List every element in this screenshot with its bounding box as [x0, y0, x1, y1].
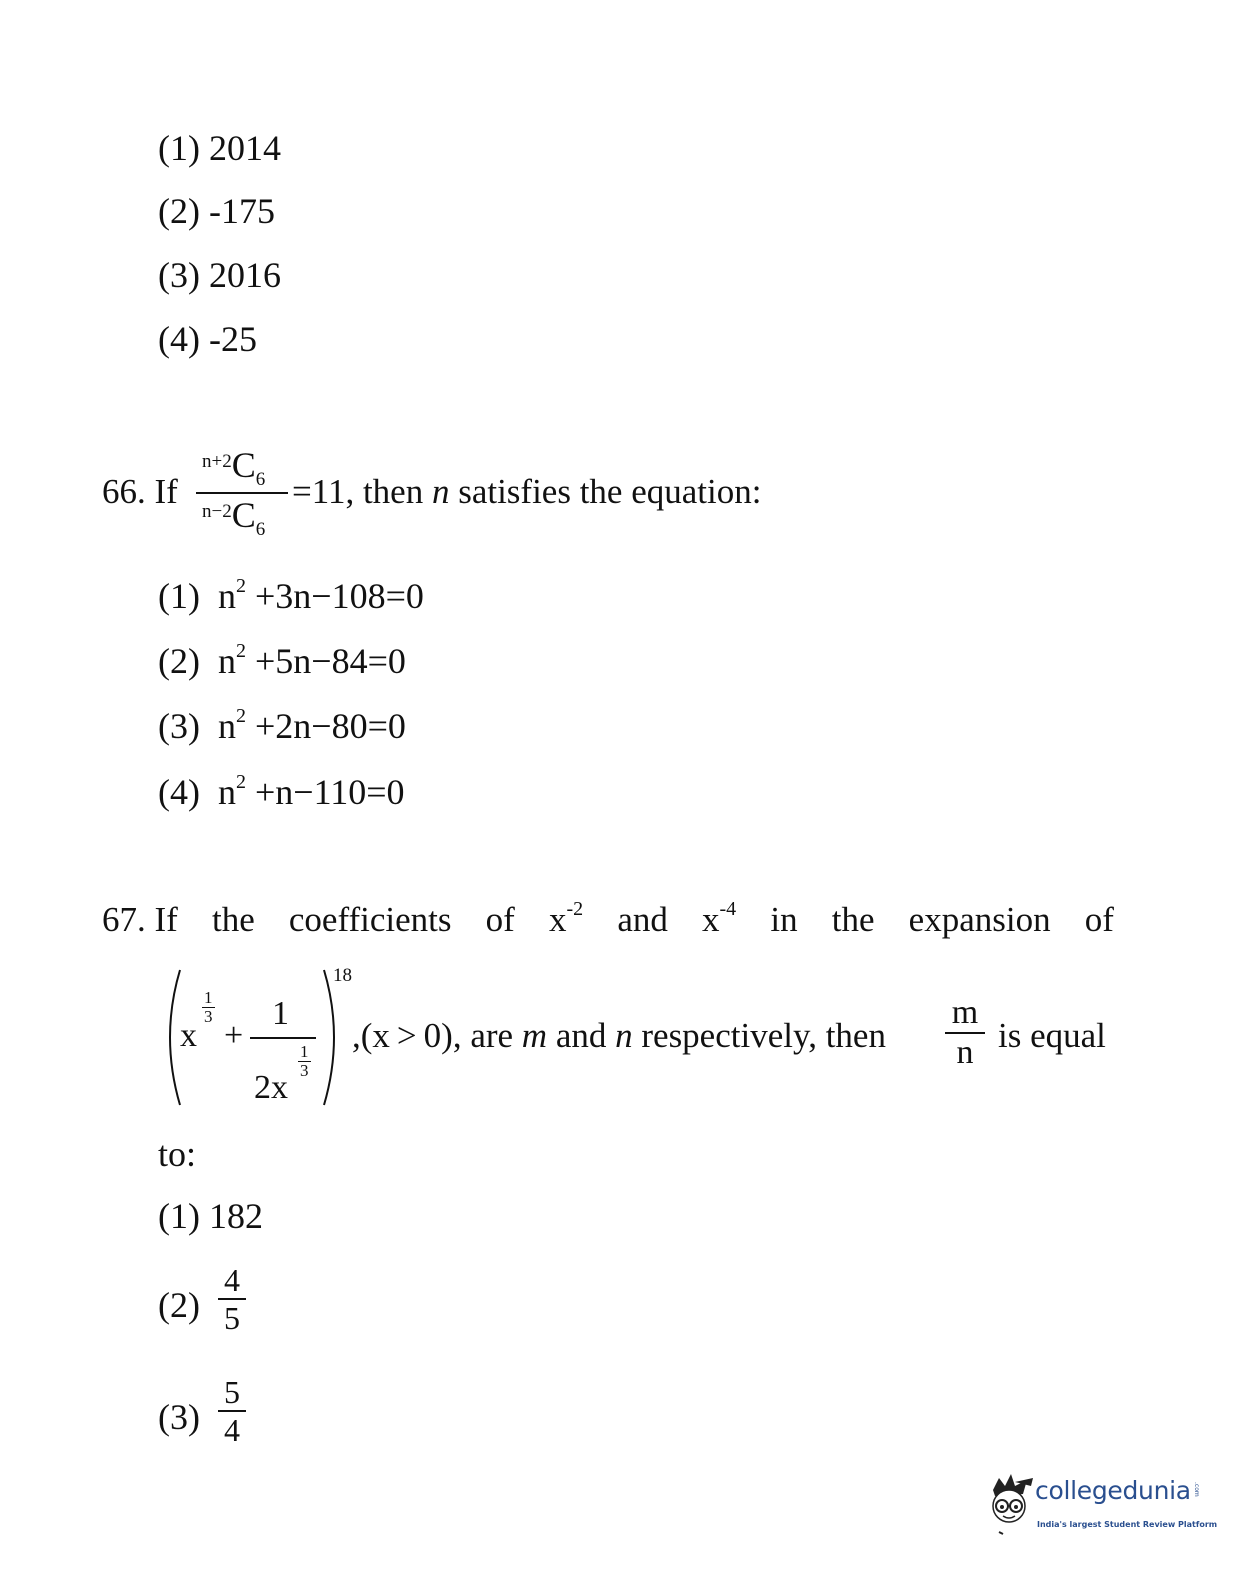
q67-line1: 67. If the coefficients of $x^{-2}$ and $x^{-4}$ in the expansion of: [102, 898, 1114, 939]
prev-option-4: (4) -25: [158, 319, 257, 359]
q66-label: 66. If: [102, 472, 178, 511]
q66-statement: =11, then n satisfies the equation:: [292, 472, 762, 511]
expr-frac-num: 1: [272, 995, 289, 1032]
q67-option-2-label: (2): [158, 1285, 200, 1325]
expr-power: 18: [333, 965, 352, 986]
prev-option-1: (1) 2014: [158, 128, 281, 168]
expr-x-with-exponent: x: [180, 1017, 197, 1054]
q67-option-1: (1) 182: [158, 1196, 263, 1236]
expr-plus: +: [224, 1017, 244, 1054]
expr-frac-den: 2x: [254, 1069, 288, 1106]
expr-frac-den-exp: 1 3: [300, 1042, 309, 1080]
q67-option-3-label: (3): [158, 1397, 200, 1437]
q66-fraction: [196, 444, 286, 544]
q66-option-3: (3) $n^2 +2n-80=0$: [158, 705, 406, 746]
collegedunia-logo: [985, 1472, 1220, 1552]
q67-option-2-frac: 4 5: [218, 1262, 246, 1336]
q67-ratio: m n: [945, 994, 985, 1072]
q66-num: n+2C6: [202, 445, 266, 490]
q67-condition: ,(x > 0), are m and n respectively, then: [352, 1016, 886, 1055]
q66-den: n−2C6: [202, 495, 266, 540]
logo-com: .com: [1193, 1482, 1200, 1497]
q67-is-equal: is equal: [998, 1016, 1106, 1055]
prev-option-2: (2) -175: [158, 191, 275, 231]
q67-option-3-frac: 5 4: [218, 1374, 246, 1448]
q67-expression: [158, 965, 358, 1110]
q66-option-2: (2) $n^2 +5n-84=0$: [158, 640, 406, 681]
mascot-icon: [985, 1472, 1035, 1542]
logo-tagline: India's largest Student Review Platform: [1037, 1520, 1218, 1529]
prev-option-3: (3) 2016: [158, 255, 281, 295]
logo-name: collegedunia: [1035, 1476, 1191, 1505]
q66-option-1: (1) $n^2 +3n-108=0$: [158, 575, 424, 616]
q67-to: to:: [158, 1134, 197, 1174]
expr-frac-bar: [250, 1037, 316, 1039]
expr-exponent-frac: 1 3: [204, 988, 213, 1026]
q66-option-4: (4) $n^2 +n-110=0$: [158, 771, 405, 812]
